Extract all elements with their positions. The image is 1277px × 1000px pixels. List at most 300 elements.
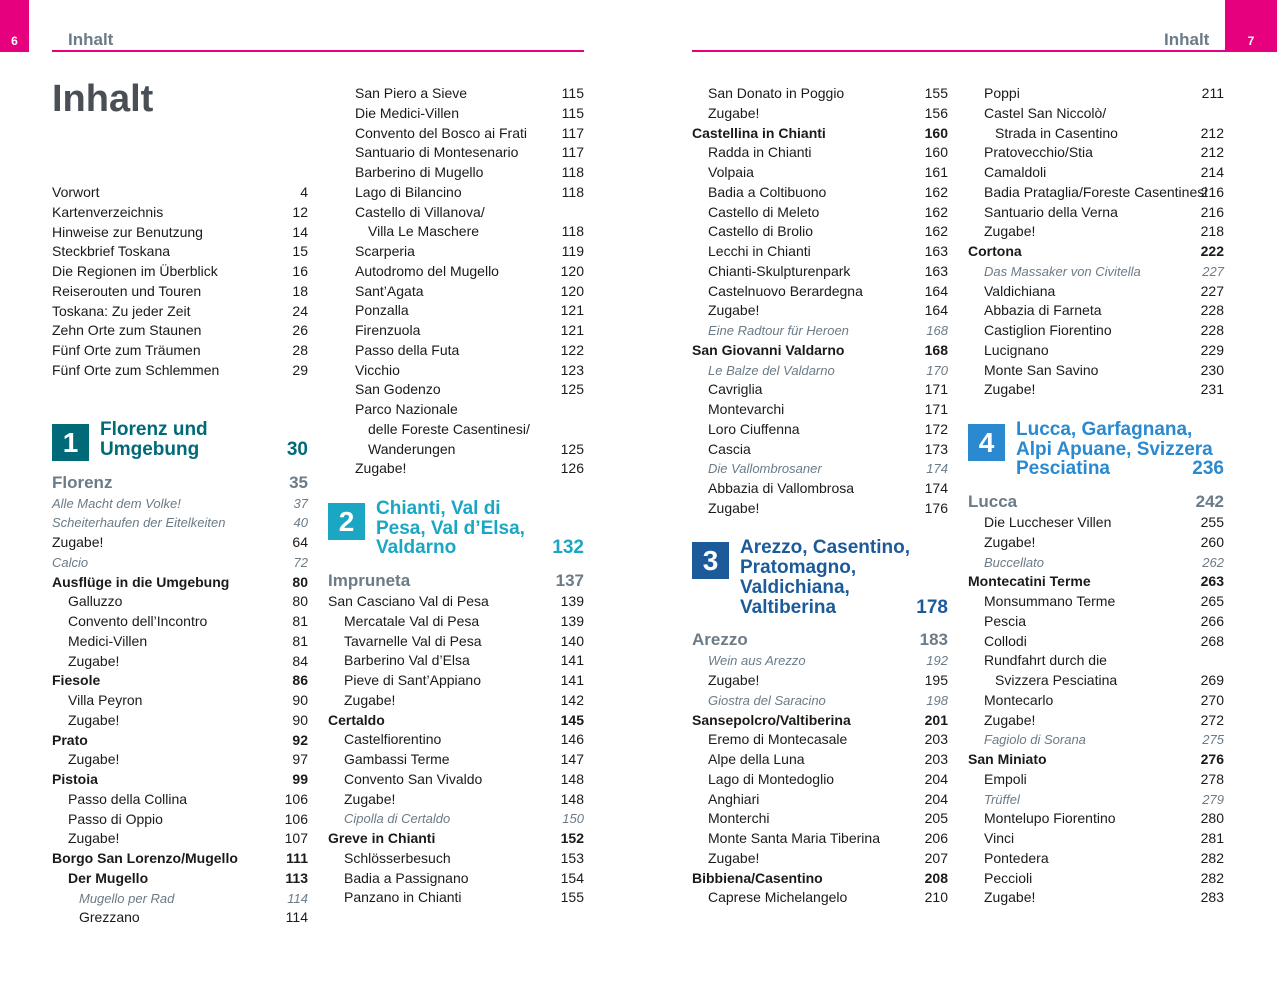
- toc-entry[interactable]: [328, 790, 584, 810]
- toc-entry[interactable]: [692, 750, 948, 770]
- toc-entry-title: Montelupo Fiorentino: [984, 810, 1116, 827]
- toc-entry-title: Montecatini Terme: [968, 573, 1091, 590]
- toc-entry-title: Passo della Collina: [68, 790, 188, 807]
- toc-entry[interactable]: [328, 632, 584, 652]
- chapter-number-badge: 4: [968, 424, 1005, 461]
- toc-entry-title: Scheiterhaufen der Eitelkeiten: [52, 515, 226, 531]
- toc-entry[interactable]: [692, 651, 948, 671]
- toc-entry[interactable]: [52, 341, 308, 361]
- region-heading[interactable]: [968, 491, 1224, 513]
- spacer: [328, 479, 584, 499]
- toc-entry[interactable]: [52, 632, 308, 652]
- toc-column-2: [328, 84, 584, 908]
- toc-entry-page: 195: [924, 672, 948, 688]
- toc-entry[interactable]: [328, 361, 584, 381]
- toc-entry[interactable]: [328, 400, 584, 420]
- toc-entry-page: 40: [293, 515, 308, 531]
- toc-entry-title: Camaldoli: [984, 164, 1047, 180]
- toc-entry-title: Castello di Brolio: [708, 223, 814, 240]
- toc-entry[interactable]: [52, 889, 308, 909]
- toc-entry[interactable]: [968, 869, 1224, 889]
- toc-entry[interactable]: [328, 671, 584, 691]
- region-heading[interactable]: [52, 472, 308, 494]
- toc-entry[interactable]: [52, 790, 308, 810]
- toc-entry-title: Greve in Chianti: [328, 830, 436, 846]
- toc-entry-page: 156: [924, 104, 948, 121]
- toc-entry[interactable]: [968, 553, 1224, 573]
- toc-entry-page: 260: [1200, 533, 1224, 550]
- toc-entry[interactable]: [52, 829, 308, 849]
- toc-entry-page: 283: [1200, 889, 1224, 906]
- toc-column-3: [692, 84, 948, 908]
- toc-entry[interactable]: [968, 84, 1224, 104]
- toc-entry[interactable]: [52, 183, 308, 203]
- toc-entry-title: San Miniato: [968, 751, 1047, 767]
- toc-entry-title: Zugabe!: [68, 830, 120, 847]
- toc-entry-title: Montecarlo: [984, 691, 1054, 708]
- toc-entry-page: 86: [292, 672, 308, 689]
- toc-entry-page: 15: [292, 243, 308, 260]
- toc-entry-title: Giostra del Saracino: [708, 692, 826, 708]
- toc-entry-page: 14: [292, 223, 308, 240]
- toc-entry-page: 255: [1200, 514, 1224, 530]
- toc-entry[interactable]: [52, 810, 308, 830]
- toc-entry-title: Arezzo: [692, 630, 748, 650]
- toc-entry-title: Prato: [52, 731, 88, 748]
- region-heading[interactable]: [692, 629, 948, 651]
- toc-entry[interactable]: [968, 183, 1224, 203]
- toc-entry[interactable]: [328, 222, 584, 242]
- toc-entry[interactable]: [52, 242, 308, 262]
- toc-entry[interactable]: [692, 183, 948, 203]
- toc-entry[interactable]: [328, 651, 584, 671]
- toc-entry-page: 150: [562, 811, 584, 827]
- toc-entry[interactable]: [52, 494, 308, 514]
- toc-entry-page: 162: [924, 223, 948, 240]
- toc-entry[interactable]: [692, 124, 948, 144]
- toc-entry[interactable]: [328, 84, 584, 104]
- toc-entry[interactable]: [692, 84, 948, 104]
- toc-entry[interactable]: [968, 651, 1224, 671]
- toc-entry[interactable]: [52, 321, 308, 341]
- toc-entry[interactable]: [328, 282, 584, 302]
- toc-entry[interactable]: [692, 459, 948, 479]
- toc-entry[interactable]: [692, 301, 948, 321]
- toc-entry[interactable]: [328, 809, 584, 829]
- toc-entry-page: 218: [1200, 223, 1224, 240]
- toc-entry-page: 81: [292, 613, 308, 629]
- toc-entry[interactable]: [968, 361, 1224, 381]
- toc-entry-page: 72: [293, 554, 308, 570]
- toc-entry-page: 160: [924, 144, 948, 161]
- toc-entry[interactable]: [692, 829, 948, 849]
- toc-entry-title: Zugabe!: [708, 849, 760, 866]
- toc-entry-title: Gambassi Terme: [344, 751, 450, 767]
- toc-entry-page: 160: [924, 124, 948, 141]
- toc-entry[interactable]: [692, 869, 948, 889]
- toc-entry[interactable]: [692, 282, 948, 302]
- toc-entry-title: Castellina in Chianti: [692, 124, 826, 141]
- toc-entry[interactable]: [692, 849, 948, 869]
- toc-entry[interactable]: [692, 361, 948, 381]
- toc-entry-title: Tavarnelle Val di Pesa: [344, 632, 482, 649]
- toc-entry[interactable]: [52, 592, 308, 612]
- toc-entry[interactable]: [968, 203, 1224, 223]
- toc-entry-page: 205: [924, 810, 948, 827]
- toc-entry-page: 121: [560, 322, 584, 338]
- toc-entry-title: San Piero a Sieve: [355, 85, 468, 101]
- toc-entry[interactable]: [968, 301, 1224, 321]
- toc-entry[interactable]: [692, 730, 948, 750]
- toc-entry[interactable]: [328, 750, 584, 770]
- toc-entry[interactable]: [968, 533, 1224, 553]
- toc-entry[interactable]: [52, 770, 308, 790]
- toc-entry-page: 211: [1201, 85, 1224, 101]
- toc-entry-page: 148: [560, 790, 584, 807]
- toc-entry-title: Passo di Oppio: [68, 810, 163, 827]
- toc-entry[interactable]: [52, 533, 308, 553]
- toc-entry-page: 126: [560, 460, 584, 477]
- toc-entry[interactable]: [52, 262, 308, 282]
- toc-entry-page: 203: [924, 751, 948, 767]
- right-header-rule: [692, 50, 1225, 52]
- toc-entry[interactable]: [968, 671, 1224, 691]
- toc-entry[interactable]: [52, 750, 308, 770]
- toc-entry-title: Borgo San Lorenzo/Mugello: [52, 850, 238, 866]
- toc-entry[interactable]: [328, 143, 584, 163]
- toc-entry[interactable]: [328, 242, 584, 262]
- toc-entry-title: Strada in Casentino: [995, 124, 1118, 141]
- toc-entry[interactable]: [52, 908, 308, 928]
- toc-entry-page: 139: [560, 612, 584, 629]
- toc-entry-title: Autodromo del Mugello: [355, 262, 499, 279]
- toc-entry[interactable]: [968, 572, 1224, 592]
- toc-entry[interactable]: [328, 341, 584, 361]
- toc-entry-title: Cortona: [968, 243, 1022, 259]
- toc-entry[interactable]: [328, 104, 584, 124]
- toc-entry[interactable]: [692, 104, 948, 124]
- toc-entry-title: Lecchi in Chianti: [708, 243, 811, 259]
- toc-entry[interactable]: [968, 770, 1224, 790]
- chapter-heading[interactable]: [328, 499, 584, 558]
- toc-entry[interactable]: [328, 849, 584, 869]
- toc-entry[interactable]: [52, 553, 308, 573]
- toc-entry[interactable]: [692, 262, 948, 282]
- toc-entry-page: 4: [300, 184, 308, 200]
- chapter-title: Chianti, Val di Pesa, Val d’Elsa, Valdarno: [376, 497, 525, 559]
- toc-entry-page: 120: [560, 282, 584, 299]
- toc-entry-page: 172: [924, 420, 948, 437]
- toc-entry[interactable]: [328, 262, 584, 282]
- toc-entry-title: Castello di Villanova/: [355, 203, 485, 220]
- toc-entry[interactable]: [692, 440, 948, 460]
- spacer: [692, 519, 948, 539]
- toc-entry-page: 281: [1200, 830, 1224, 846]
- toc-entry-page: 204: [924, 770, 948, 787]
- toc-entry[interactable]: [52, 203, 308, 223]
- toc-entry[interactable]: [328, 730, 584, 750]
- toc-entry-page: 183: [919, 630, 948, 650]
- toc-entry[interactable]: [52, 691, 308, 711]
- toc-entry[interactable]: [692, 222, 948, 242]
- toc-entry-page: 113: [285, 869, 308, 886]
- toc-entry-title: Castelfiorentino: [344, 731, 442, 748]
- toc-entry[interactable]: [692, 479, 948, 499]
- toc-entry[interactable]: [328, 691, 584, 711]
- toc-entry[interactable]: [328, 829, 584, 849]
- toc-entry[interactable]: [692, 691, 948, 711]
- toc-entry[interactable]: [328, 301, 584, 321]
- toc-entry-page: 228: [1200, 302, 1224, 319]
- toc-entry[interactable]: [968, 691, 1224, 711]
- toc-entry[interactable]: [328, 321, 584, 341]
- toc-entry[interactable]: [52, 573, 308, 593]
- toc-entry[interactable]: [52, 513, 308, 533]
- toc-entry-page: 155: [924, 85, 948, 101]
- toc-entry[interactable]: [968, 104, 1224, 124]
- toc-entry[interactable]: [692, 420, 948, 440]
- toc-entry-title: Zugabe!: [708, 104, 760, 121]
- toc-entry-title: Mercatale Val di Pesa: [344, 612, 480, 629]
- toc-entry[interactable]: [692, 163, 948, 183]
- toc-entry[interactable]: [52, 361, 308, 381]
- toc-entry[interactable]: [692, 143, 948, 163]
- toc-entry-title: Die Vallombrosaner: [708, 461, 822, 477]
- toc-entry[interactable]: [328, 163, 584, 183]
- toc-entry-title: Reiserouten und Touren: [52, 282, 202, 299]
- toc-entry-page: 216: [1200, 203, 1224, 220]
- toc-entry[interactable]: [328, 612, 584, 632]
- toc-entry[interactable]: [328, 380, 584, 400]
- toc-entry-page: 125: [560, 440, 584, 457]
- toc-entry-page: 16: [292, 263, 308, 279]
- chapter-number-badge: 3: [692, 542, 729, 579]
- toc-entry[interactable]: [328, 888, 584, 908]
- toc-entry[interactable]: [328, 440, 584, 460]
- toc-entry[interactable]: [692, 400, 948, 420]
- toc-entry[interactable]: [968, 829, 1224, 849]
- toc-entry[interactable]: [52, 711, 308, 731]
- toc-entry-page: 152: [560, 830, 584, 846]
- region-heading[interactable]: [328, 570, 584, 592]
- toc-entry[interactable]: [692, 809, 948, 829]
- toc-entry[interactable]: [328, 592, 584, 612]
- toc-entry[interactable]: [52, 731, 308, 751]
- toc-entry-page: 174: [926, 461, 948, 477]
- toc-entry[interactable]: [968, 730, 1224, 750]
- toc-entry[interactable]: [52, 849, 308, 869]
- toc-entry[interactable]: [692, 790, 948, 810]
- toc-entry-title: Pistoia: [52, 771, 98, 787]
- toc-entry-page: 266: [1200, 612, 1224, 629]
- toc-entry[interactable]: [968, 849, 1224, 869]
- toc-entry-title: Loro Ciuffenna: [708, 420, 800, 437]
- left-header-rule: [52, 50, 584, 52]
- toc-entry[interactable]: [968, 321, 1224, 341]
- toc-entry[interactable]: [968, 163, 1224, 183]
- toc-entry[interactable]: [328, 124, 584, 144]
- toc-entry-page: 171: [924, 401, 948, 417]
- page-title: Inhalt: [52, 78, 154, 120]
- toc-entry[interactable]: [52, 223, 308, 243]
- toc-entry-page: 117: [561, 124, 584, 141]
- toc-entry-page: 115: [561, 104, 584, 121]
- chapter-heading[interactable]: [52, 420, 308, 460]
- toc-entry[interactable]: [692, 671, 948, 691]
- toc-entry[interactable]: [968, 592, 1224, 612]
- chapter-page-number: 178: [916, 596, 948, 618]
- chapter-heading[interactable]: [692, 538, 948, 617]
- toc-entry[interactable]: [968, 513, 1224, 533]
- toc-entry[interactable]: [968, 612, 1224, 632]
- toc-entry-page: 170: [926, 362, 948, 378]
- toc-entry[interactable]: [692, 380, 948, 400]
- toc-entry-title: Cascia: [708, 440, 751, 457]
- toc-entry-page: 163: [924, 262, 948, 279]
- toc-entry-title: Badia Prataglia/Foreste Casentinesi: [984, 183, 1208, 200]
- toc-entry-title: Le Balze del Valdarno: [708, 362, 835, 378]
- toc-entry-title: Trüffel: [984, 791, 1020, 807]
- toc-entry-page: 118: [561, 223, 584, 240]
- toc-entry-title: Fünf Orte zum Schlemmen: [52, 361, 220, 378]
- toc-entry-title: Zehn Orte zum Staunen: [52, 322, 202, 339]
- toc-entry-page: 114: [285, 909, 308, 926]
- toc-entry-title: Schlösserbesuch: [344, 849, 451, 866]
- toc-entry-title: Parco Nazionale: [355, 401, 458, 417]
- chapter-number-badge: 2: [328, 503, 365, 540]
- toc-column-4: [968, 84, 1224, 908]
- toc-entry[interactable]: [692, 888, 948, 908]
- toc-entry[interactable]: [968, 282, 1224, 302]
- toc-entry[interactable]: [52, 671, 308, 691]
- toc-entry-title: Volpaia: [708, 164, 754, 180]
- toc-entry-title: Badia a Passignano: [344, 869, 469, 886]
- toc-entry-title: Toskana: Zu jeder Zeit: [52, 302, 191, 319]
- toc-entry-page: 171: [924, 381, 948, 398]
- toc-entry-page: 146: [560, 731, 584, 748]
- toc-entry[interactable]: [328, 420, 584, 440]
- toc-entry-page: 242: [1195, 492, 1224, 511]
- toc-entry-page: 18: [292, 282, 308, 299]
- toc-entry-page: 90: [292, 711, 308, 728]
- toc-entry-page: 119: [561, 243, 584, 259]
- toc-entry[interactable]: [328, 770, 584, 790]
- toc-entry[interactable]: [328, 183, 584, 203]
- toc-entry-title: Galluzzo: [68, 593, 123, 610]
- toc-entry-page: 115: [561, 85, 584, 101]
- toc-entry[interactable]: [52, 652, 308, 672]
- toc-entry[interactable]: [968, 632, 1224, 652]
- toc-entry[interactable]: [968, 380, 1224, 400]
- toc-entry-title: Radda in Chianti: [708, 144, 812, 161]
- toc-entry-page: 176: [924, 499, 948, 516]
- toc-entry-page: 97: [292, 751, 308, 768]
- toc-entry-page: 147: [560, 751, 584, 767]
- toc-entry-title: Hinweise zur Benutzung: [52, 223, 203, 240]
- toc-entry[interactable]: [328, 203, 584, 223]
- toc-entry[interactable]: [692, 242, 948, 262]
- toc-entry-title: Passo della Futa: [355, 341, 460, 358]
- toc-entry[interactable]: [328, 459, 584, 479]
- toc-entry-page: 201: [924, 711, 948, 728]
- toc-entry-page: 173: [924, 440, 948, 457]
- toc-entry-title: Zugabe!: [355, 460, 407, 477]
- toc-entry-title: Bibbiena/Casentino: [692, 869, 823, 886]
- toc-entry[interactable]: [328, 711, 584, 731]
- toc-entry[interactable]: [52, 612, 308, 632]
- toc-entry[interactable]: [692, 321, 948, 341]
- toc-entry[interactable]: [692, 341, 948, 361]
- toc-entry[interactable]: [52, 869, 308, 889]
- toc-entry-title: Fagiolo di Sorana: [984, 732, 1086, 748]
- left-page-number: 6: [0, 0, 29, 52]
- toc-entry[interactable]: [52, 282, 308, 302]
- toc-entry-title: Caprese Michelangelo: [708, 889, 848, 906]
- toc-entry-page: 231: [1200, 381, 1224, 398]
- toc-entry-title: Monsummano Terme: [984, 593, 1116, 609]
- toc-entry-page: 114: [287, 890, 308, 906]
- toc-entry[interactable]: [328, 869, 584, 889]
- toc-entry-title: Lucignano: [984, 341, 1049, 358]
- toc-entry[interactable]: [692, 499, 948, 519]
- chapter-heading[interactable]: [968, 420, 1224, 479]
- toc-entry-title: Scarperia: [355, 243, 415, 259]
- toc-entry-page: 92: [292, 731, 308, 748]
- toc-entry-page: 81: [292, 632, 308, 649]
- toc-entry[interactable]: [968, 222, 1224, 242]
- toc-entry[interactable]: [968, 262, 1224, 282]
- toc-entry-title: Zugabe!: [68, 751, 120, 768]
- toc-entry-page: 111: [286, 850, 308, 866]
- left-running-head: Inhalt: [68, 30, 114, 49]
- toc-entry-title: Zugabe!: [68, 652, 120, 669]
- toc-entry-title: Sansepolcro/Valtiberina: [692, 711, 851, 728]
- toc-entry-page: 117: [561, 144, 584, 161]
- toc-entry[interactable]: [968, 790, 1224, 810]
- toc-entry[interactable]: [692, 711, 948, 731]
- toc-entry-title: Abbazia di Farneta: [984, 302, 1102, 319]
- toc-entry-title: Zugabe!: [984, 533, 1036, 550]
- toc-entry-title: Die Luccheser Villen: [984, 514, 1112, 530]
- toc-entry[interactable]: [968, 242, 1224, 262]
- toc-entry[interactable]: [968, 124, 1224, 144]
- toc-entry[interactable]: [968, 711, 1224, 731]
- toc-entry-title: Vinci: [984, 830, 1015, 846]
- chapter-title: Lucca, Garfagnana, Alpi Apuane, Svizzera Pesciatina: [1016, 418, 1213, 480]
- toc-entry-page: 230: [1200, 361, 1224, 378]
- toc-entry[interactable]: [692, 203, 948, 223]
- toc-entry[interactable]: [968, 750, 1224, 770]
- toc-entry[interactable]: [692, 770, 948, 790]
- toc-entry-title: San Giovanni Valdarno: [692, 341, 845, 358]
- toc-entry-page: 164: [924, 302, 948, 319]
- toc-entry-title: Buccellato: [984, 554, 1044, 570]
- toc-entry-page: 164: [924, 282, 948, 299]
- toc-entry-page: 204: [924, 790, 948, 807]
- toc-entry-page: 229: [1200, 341, 1224, 358]
- toc-entry[interactable]: [968, 888, 1224, 908]
- toc-entry[interactable]: [52, 302, 308, 322]
- toc-entry[interactable]: [968, 341, 1224, 361]
- toc-entry[interactable]: [968, 809, 1224, 829]
- toc-entry[interactable]: [968, 143, 1224, 163]
- toc-entry-title: San Godenzo: [355, 381, 441, 398]
- toc-entry-title: Zugabe!: [52, 534, 104, 550]
- toc-entry-page: 154: [560, 869, 584, 886]
- toc-entry-title: Castelnuovo Berardegna: [708, 282, 863, 299]
- toc-entry-page: 227: [1200, 282, 1224, 299]
- toc-entry-title: Das Massaker von Civitella: [984, 263, 1141, 279]
